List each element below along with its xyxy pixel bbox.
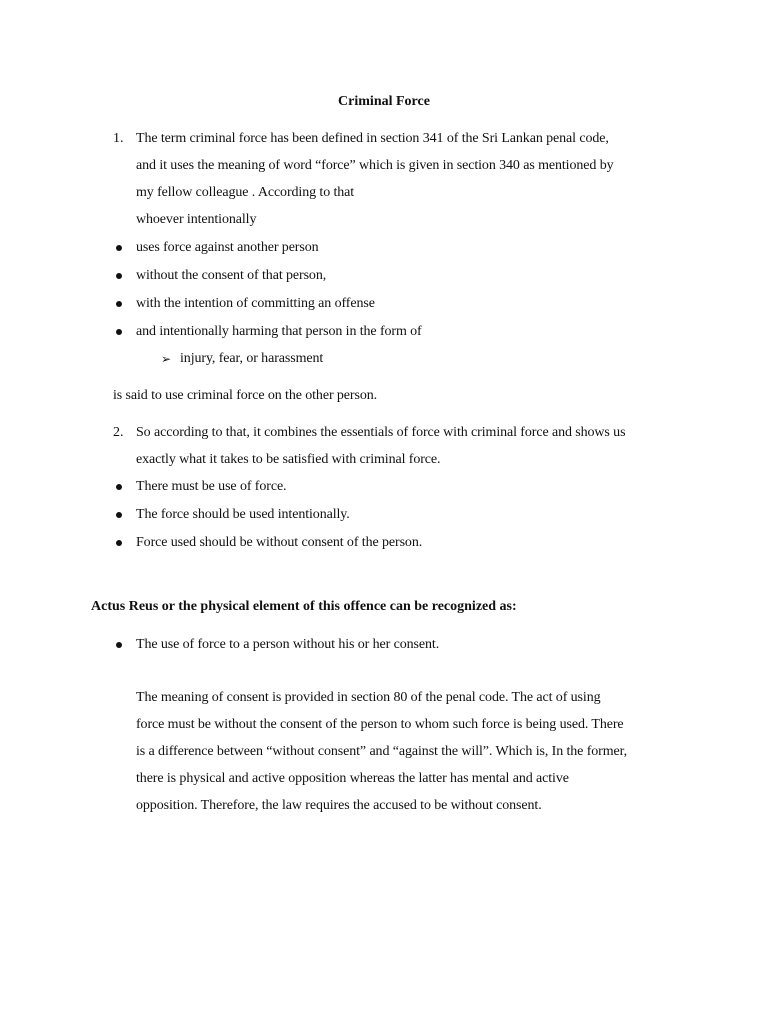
paragraph-line: force must be without the consent of the person to whom such force is being used. There (136, 717, 624, 732)
item1-line: whoever intentionally (136, 212, 257, 227)
list-item: and intentionally harming that person in the form of (136, 324, 422, 339)
bullet-icon (116, 273, 122, 279)
bullet-icon (116, 484, 122, 490)
item1-closing: is said to use criminal force on the other person. (113, 388, 378, 403)
paragraph-line: The meaning of consent is provided in section 80 of the penal code. The act of using (136, 690, 601, 705)
list-item: There must be use of force. (136, 479, 287, 494)
section-heading: Actus Reus or the physical element of this offence can be recognized as: (91, 599, 517, 614)
list-number-2: 2. (113, 425, 124, 440)
item1-line: and it uses the meaning of word “force” which is given in section 340 as mentioned by (136, 158, 614, 173)
list-item: The force should be used intentionally. (136, 507, 350, 522)
item2-line: exactly what it takes to be satisfied with criminal force. (136, 452, 441, 467)
item2-line: So according to that, it combines the essentials of force with criminal force and shows us (136, 425, 626, 440)
bullet-icon (116, 245, 122, 251)
list-number-1: 1. (113, 131, 124, 146)
bullet-icon (116, 540, 122, 546)
paragraph-line: is a difference between “without consent” and “against the will”. Which is, In the former, (136, 744, 628, 759)
paragraph-line: there is physical and active opposition whereas the latter has mental and active (136, 771, 569, 786)
list-item: Force used should be without consent of the person. (136, 535, 423, 550)
arrow-bullet-icon: ➢ (161, 352, 172, 366)
list-item: uses force against another person (136, 240, 319, 255)
paragraph-line: opposition. Therefore, the law requires the accused to be without consent. (136, 798, 542, 813)
list-item: with the intention of committing an offense (136, 296, 375, 311)
list-item: The use of force to a person without his or her consent. (136, 637, 440, 652)
bullet-icon (116, 512, 122, 518)
item1-line: The term criminal force has been defined in section 341 of the Sri Lankan penal code, (136, 131, 609, 146)
list-item: without the consent of that person, (136, 268, 327, 283)
bullet-icon (116, 329, 122, 335)
bullet-icon (116, 642, 122, 648)
sub-list-item: injury, fear, or harassment (180, 351, 324, 366)
page-title: Criminal Force (338, 94, 430, 109)
bullet-icon (116, 301, 122, 307)
item1-line: my fellow colleague . According to that (136, 185, 355, 200)
